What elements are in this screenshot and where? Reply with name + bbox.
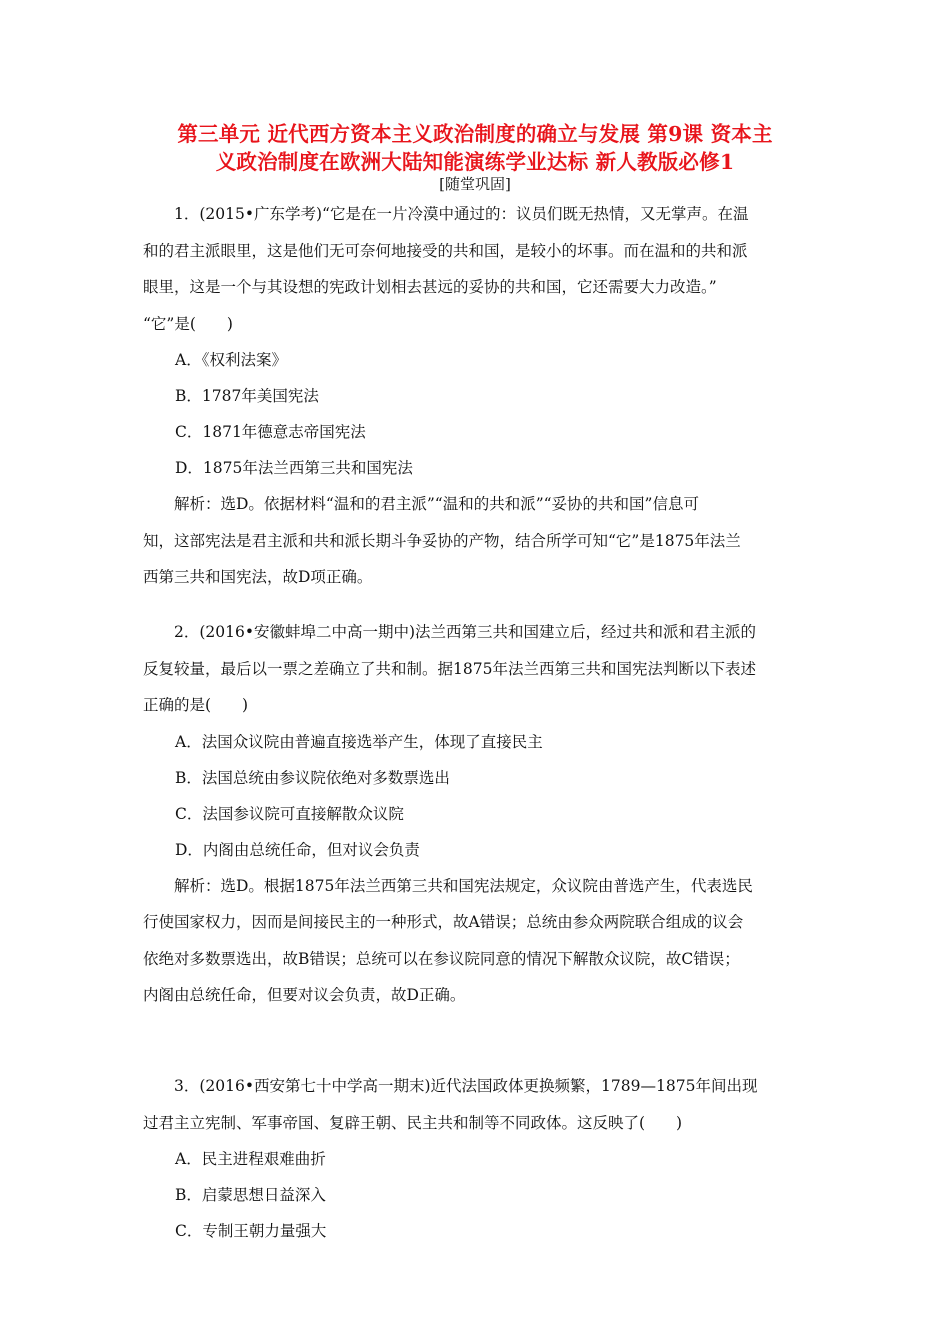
analysis-line: 知，这部宪法是君主派和共和派长期斗争妥协的产物，结合所学可知“它”是1875年法兰 [143,531,741,550]
question-3-stem [143,1068,808,1105]
analysis-line: 解析：选D。根据1875年法兰西第三共和国宪法规定，众议院由普选产生，代表选民 [174,876,753,895]
stem-line: 2．(2016•安徽蚌埠二中高一期中)法兰西第三共和国建立后，经过共和派和君主派的 [174,623,757,641]
stem-line: 眼里，这是一个与其设想的宪政计划相去甚远的妥协的共和国，它还需要大力改造。” [143,278,717,296]
question-1 [143,196,808,596]
question-3-stem-cont [143,1105,808,1142]
question-2-analysis-cont [143,904,808,1014]
analysis-line: 解析：选D。依据材料“温和的君主派”“温和的共和派”“妥协的共和国”信息可 [174,495,699,513]
analysis-line: 内阁由总统任命，但要对议会负责，故D正确。 [143,986,466,1004]
option-c: C．1871年德意志帝国宪法 [175,423,366,441]
option-c: C．法国参议院可直接解散众议院 [175,804,404,823]
stem-line: 3．(2016•西安第七十中学高一期末)近代法国政体更换频繁，1789—1875年间出现 [174,1077,758,1095]
option-a: A．法国众议院由普遍直接选举产生，体现了直接民主 [175,732,543,751]
option-a: A．民主进程艰难曲折 [175,1150,326,1168]
option-b: B．启蒙思想日益深入 [175,1186,326,1204]
analysis-line: 西第三共和国宪法，故D项正确。 [143,568,373,586]
section-label: [随堂巩固] [439,175,511,193]
stem-line: 正确的是( ) [143,696,249,714]
option-c: C．专制王朝力量强大 [175,1222,327,1240]
title-line-2: 义政治制度在欧洲大陆知能演练学业达标 新人教版必修1 [215,150,735,174]
question-3 [143,1068,808,1249]
stem-line: 过君主立宪制、军事帝国、复辟王朝、民主共和制等不同政体。这反映了( ) [143,1113,683,1132]
stem-line: 反复较量，最后以一票之差确立了共和制。据1875年法兰西第三共和国宪法判断以下表述 [143,659,756,678]
question-1-analysis [143,486,808,523]
option-a: A．《权利法案》 [175,351,287,369]
title-line-1: 第三单元 近代西方资本主义政治制度的确立与发展 第9课 资本主 [177,122,773,146]
question-2-stem-cont [143,651,808,724]
analysis-line: 依绝对多数票选出，故B错误；总统可以在参议院同意的情况下解散众议院，故C错误； [143,949,740,968]
question-2-stem [143,614,808,651]
analysis-line: 行使国家权力，因而是间接民主的一种形式，故A错误；总统由参众两院联合组成的议会 [143,913,744,931]
stem-line: 和的君主派眼里，这是他们无可奈何地接受的共和国，是较小的坏事。而在温和的共和派 [143,241,748,260]
question-2-analysis [143,868,808,905]
question-1-analysis-cont [143,523,808,596]
question-1-stem-cont [143,233,808,343]
option-d: D．内阁由总统任命，但对议会负责 [175,840,420,859]
option-b: B．法国总统由参议院依绝对多数票选出 [175,768,450,787]
option-b: B．1787年美国宪法 [175,387,319,405]
stem-line: 1．(2015•广东学考)“它是在一片冷漠中通过的：议员们既无热情，又无掌声。在温 [174,205,749,223]
question-2 [143,614,808,1014]
stem-line: “它”是( ) [143,314,233,333]
question-1-stem [143,196,808,233]
document-title [120,120,830,176]
option-d: D．1875年法兰西第三共和国宪法 [175,459,413,477]
